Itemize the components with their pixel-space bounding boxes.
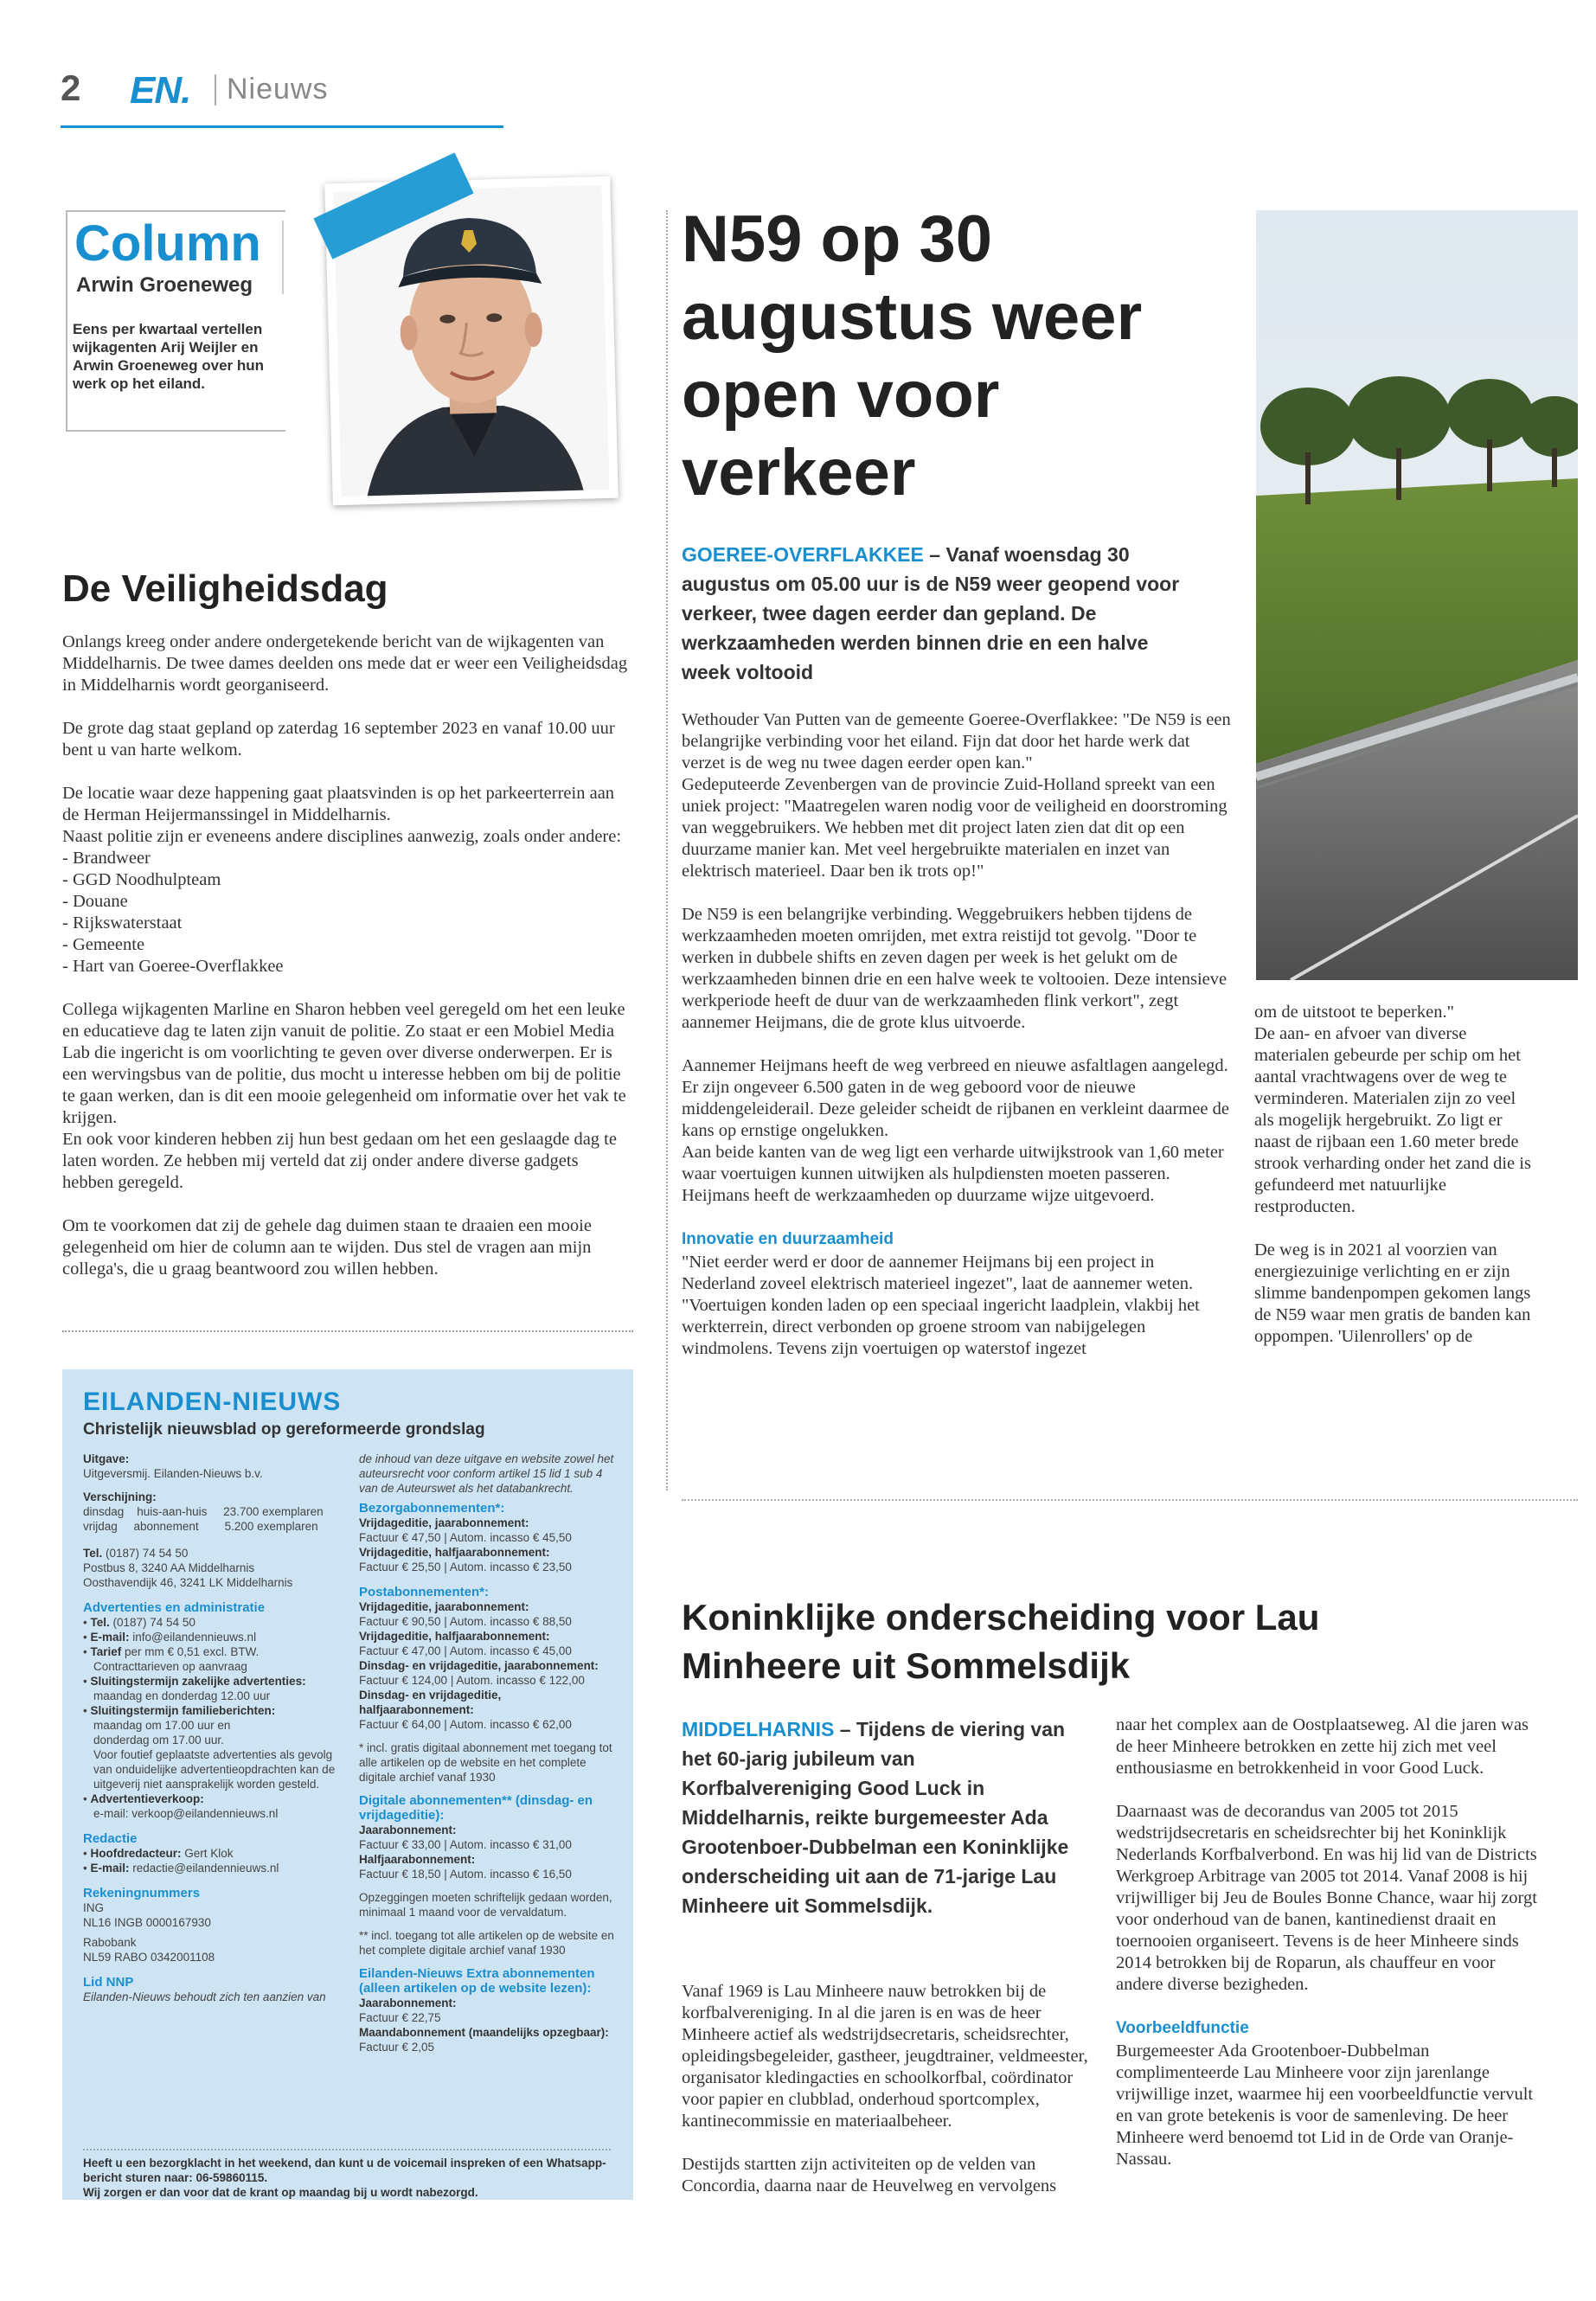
colophon-text: NL59 RABO 0342001108 [83, 1951, 215, 1964]
column-intro: Eens per kwartaal vertellen wijkagenten Arij Weijler en Arwin Groeneweg over hun werk op het eiland. [73, 321, 265, 392]
column-label-divider [282, 221, 284, 294]
colophon-label: Tarief [90, 1645, 122, 1658]
colophon-label: Vrijdageditie, halfjaarabonnement: [359, 1546, 550, 1559]
main-lead-text: – Vanaf woensdag 30 augustus om 05.00 uur is de N59 weer geopend voor verkeer, twee dagen eerder dan gepland. De werkzaamheden werden binnen drie en een halve week voltooid [682, 543, 1180, 683]
main-paragraph: Wethouder Van Putten van de gemeente Goeree-Overflakkee: "De N59 is een belangrijke verbinding voor het eiland. Fijn dat door het harde werk dat verzet is de weg nu twee dagen eerder open kan." Gedeputeerde Zevenbergen van de provincie Zuid-Holland spreekt van een uniek project: "Maatregelen waren nodig voor de veiligheid en doorstroming van weggebruikers. We hebben met dit project laten zien dat dit op een duurzame manier kan. Met veel hergebruikte materialen en inzet van elektrisch materieel. Daar ben ik trots op!" [682, 710, 1231, 881]
colophon-email[interactable]: info@eilandennieuws.nl [132, 1631, 257, 1644]
column-paragraph: De grote dag staat gepland op zaterdag 16 september 2023 en vanaf 10.00 uur bent u van harte welkom. [62, 719, 615, 760]
column-label: Column [74, 215, 261, 272]
second-paragraph: Daarnaast was de decorandus van 2005 tot 2015 wedstrijdsecretaris en scheidsrechter bij het Koninklijk Nederlands Korfbalverbond. En was hij lid van de Districts Werkgroep Arbitrage van 2005 tot 2014. Vanaf 2008 is hij vrijwilliger bij Jeu de Boules Bonne Chance, waar hij zorgt voor onderhoud van de banen, kantinedienst draait en toernooien organiseert. Tevens is de heer Minheere sinds 2014 betrokken bij de Roparun, als chauffeur en voor andere diverse bezigheden. [1116, 1802, 1537, 1994]
colophon-label: E-mail: [90, 1862, 130, 1875]
colophon-price: Factuur € 18,50 | Autom. incasso € 16,50 [359, 1868, 572, 1881]
second-headline: Koninklijke onderscheiding voor Lau Minheere uit Sommelsdijk [682, 1597, 1320, 1686]
main-subhead: Innovatie en duurzaamheid [682, 1230, 894, 1248]
main-paragraph: De weg is in 2021 al voorzien van energiezuinige verlichting en er zijn slimme bandenpompen gekomen langs de N59 waar men gratis de banden kan oppompen. 'Uilenrollers' op de [1254, 1240, 1531, 1346]
colophon-text: per mm € 0,51 excl. BTW. [125, 1645, 260, 1658]
main-dateline: GOEREE-OVERFLAKKEE [682, 543, 924, 566]
colophon-label: Advertentieverkoop: [90, 1792, 204, 1805]
colophon-label: Sluitingstermijn familieberichten: [90, 1704, 276, 1717]
second-body-left [682, 1981, 1097, 2219]
colophon-price: Factuur € 64,00 | Autom. incasso € 62,00 [359, 1718, 572, 1731]
second-body-right [1116, 1715, 1540, 2192]
colophon-section-title: Digitale abonnementen** (dinsdag- en vrijdageditie): [359, 1793, 593, 1823]
colophon-footer-divider [83, 2149, 611, 2150]
colophon-section-title: Postabonnementen*: [359, 1585, 490, 1599]
colophon-section-title: Advertenties en administratie [83, 1600, 266, 1615]
colophon-text: Rabobank [83, 1936, 137, 1949]
colophon-label: Jaarabonnement: [359, 1997, 457, 2009]
colophon-text: Eilanden-Nieuws behoudt zich ten aanzien van [83, 1990, 326, 2003]
colophon-price: Factuur € 90,50 | Autom. incasso € 88,50 [359, 1615, 572, 1628]
road-illustration [1256, 210, 1578, 980]
colophon-section-title: Lid NNP [83, 1975, 134, 1990]
second-subhead: Voorbeeldfunctie [1116, 2019, 1249, 2037]
colophon-label: Verschijning: [83, 1490, 157, 1503]
colophon-left-column: Uitgave: Uitgeversmij. Eilanden-Nieuws b.v. Verschijning: dinsdag huis-aan-huis 23.700 exemplaren vrijdag abonnement 5.200 exemplaren Tel. (0187) 74 54 50 Postbus 8, 3240 AA Middelharnis Oosthavendijk 46, 3241 LK Middelharnis Advertenties en administratie • Tel. (0187) 74 54 50 • E-mail: info@eilandennieuws.nl • Tarief per mm € 0,51 excl. BTW. Contracttarieven op aanvraag • Sluitingstermijn zakelijke advertenties: maandag en donderdag 12.00 uur • Sluitingstermijn familieberichten: maandag om 17.00 uur en donderdag om 17.00 uur. Voor foutief geplaatste advertenties als gevolg van onduidelijke advertentieopdrachten kan de uitgeverij niet aansprakelijk worden gesteld. • Advertentieverkoop: e-mail: verkoop@eilandennieuws.nl Redactie • Hoofdredacteur: Gert Klok • E-mail: redactie@eilandennieuws.nl Rekeningnummers ING NL16 INGB 0000167930 Rabobank NL59 RABO 0342001108 Lid NNP Eilanden-Nieuws behoudt zich ten aanzien van [83, 1452, 343, 2004]
colophon-price: Factuur € 47,00 | Autom. incasso € 45,00 [359, 1644, 572, 1657]
colophon-label: Hoofdredacteur: [90, 1847, 182, 1860]
colophon-price: Factuur € 22,75 [359, 2011, 441, 2024]
colophon-footer: Heeft u een bezorgklacht in het weekend, dan kunt u de voicemail inspreken of een Whatsapp-bericht sturen naar: 06-59860115. Wij zorgen er dan voor dat de krant op maandag bij u wordt nabezorgd. [83, 2157, 606, 2199]
main-lead [682, 540, 1201, 687]
colophon-text: donderdag om 17.00 uur. [93, 1734, 224, 1747]
column-author: Arwin Groeneweg [76, 273, 253, 297]
colophon-label: Vrijdageditie, jaarabonnement: [359, 1600, 529, 1613]
colophon-price: Factuur € 33,00 | Autom. incasso € 31,00 [359, 1838, 572, 1851]
colophon-text: de inhoud van deze uitgave en website zowel het auteursrecht voor conform artikel 15 lid 1 sub 4 van de Auteurswet als het databankrecht. [359, 1452, 614, 1495]
second-paragraph: naar het complex aan de Oostplaatseweg. Al die jaren was de heer Minheere betrokken en zette hij zich met veel enthousiasme en betrokkenheid in voor Good Luck. [1116, 1715, 1529, 1778]
road-photo [1256, 210, 1578, 980]
colophon-label: Dinsdag- en vrijdageditie, halfjaarabonnement: [359, 1689, 502, 1716]
brand-logo: EN. [130, 69, 191, 112]
colophon-text: (0187) 74 54 50 [112, 1616, 195, 1629]
colophon-label: Jaarabonnement: [359, 1823, 457, 1836]
colophon-text: Voor foutief geplaatste advertenties als gevolg van onduidelijke advertentieopdrachten kan de uitgeverij niet aansprakelijk worden gesteld. [93, 1748, 336, 1791]
colophon-label: Uitgave: [83, 1452, 130, 1465]
article-divider [682, 1499, 1578, 1501]
second-lead [682, 1715, 1088, 1920]
colophon-label: Tel. [83, 1547, 103, 1560]
second-paragraph: Burgemeester Ada Grootenboer-Dubbelman complimenteerde Lau Minheere voor zijn jarenlange vrijwillige inzet, waarmee hij een voorbeeldfunctie vervult en van grote betekenis is voor de samenleving. De heer Minheere werd benoemd tot Lid in de Orde van Oranje-Nassau. [1116, 2041, 1534, 2169]
header-separator [215, 74, 216, 106]
colophon-label: Dinsdag- en vrijdageditie, jaarabonnement: [359, 1659, 599, 1672]
column-rule [666, 210, 669, 1490]
colophon-text: dinsdag huis-aan-huis 23.700 exemplaren [83, 1505, 324, 1518]
column-divider [62, 1330, 633, 1333]
colophon-label: Sluitingstermijn zakelijke advertenties: [90, 1675, 306, 1688]
colophon-address: Postbus 8, 3240 AA Middelharnis [83, 1561, 255, 1574]
colophon-phone: (0187) 74 54 50 [106, 1547, 189, 1560]
main-paragraph: om de uitstoot te beperken." De aan- en afvoer van diverse materialen gebeurde per schip om het aantal vrachtwagens over de weg te verminderen. Materialen zijn zo veel als mogelijk hergebruikt. Zo ligt er naast de rijbaan een 1.60 meter brede strook verharding onder het zand die is gefundeerd met natuurlijke restproducten. [1254, 1003, 1531, 1216]
colophon-label: Halfjaarabonnement: [359, 1853, 476, 1866]
colophon-price: Factuur € 25,50 | Autom. incasso € 23,50 [359, 1561, 572, 1574]
colophon-price: Factuur € 124,00 | Autom. incasso € 122,00 [359, 1674, 585, 1687]
main-body-left [682, 709, 1231, 1381]
colophon-label: Vrijdageditie, jaarabonnement: [359, 1516, 529, 1529]
colophon-price: Factuur € 47,50 | Autom. incasso € 45,50 [359, 1531, 572, 1544]
colophon-right-column [359, 1452, 619, 2054]
colophon-price: Factuur € 2,05 [359, 2041, 435, 2054]
colophon-tagline: Christelijk nieuwsblad op gereformeerde grondslag [83, 1420, 485, 1439]
column-headline: De Veiligheidsdag [62, 567, 388, 610]
header-rule [61, 125, 503, 128]
colophon-text: Contracttarieven op aanvraag [93, 1660, 247, 1673]
main-paragraph: "Niet eerder werd er door de aannemer Heijmans bij een project in Nederland zoveel elektrisch materieel ingezet", laat de aannemer weten. "Voertuigen konden laden op een speciaal ingericht laadplein, vlakbij het werkterrein, direct verbonden op groene stroom van nabijgelegen windmolens. Tevens zijn voertuigen op waterstof ingezet [682, 1253, 1200, 1358]
main-body-right [1254, 1002, 1540, 1369]
colophon-email[interactable]: redactie@eilandennieuws.nl [132, 1862, 279, 1875]
second-lead-text: – Tijdens de viering van het 60-jarig jubileum van Korfbalvereniging Good Luck in Middelharnis, reikte burgemeester Ada Grootenboer-Dubbelman een Koninklijke onderscheiding uit aan de 71-jarige Lau Minheere uit Sommelsdijk. [682, 1718, 1069, 1917]
colophon-note: * incl. gratis digitaal abonnement met toegang tot alle artikelen op de website en het complete digitale archief vanaf 1930 [359, 1741, 612, 1784]
column-paragraph: De locatie waar deze happening gaat plaatsvinden is op het parkeerterrein aan de Herman Heijermanssingel in Middelharnis. Naast politie zijn er eveneens andere disciplines aanwezig, zoals onder andere: - Brandweer - GGD Noodhulpteam - Douane - Rijkswaterstaat - Gemeente - Hart van Goeree-Overflakkee [62, 784, 622, 976]
colophon-section-title: Eilanden-Nieuws Extra abonnementen (alleen artikelen op de website lezen): [359, 1966, 595, 1996]
colophon-label: Vrijdageditie, halfjaarabonnement: [359, 1630, 550, 1643]
colophon-section-title: Bezorgabonnementen*: [359, 1501, 505, 1516]
colophon-email[interactable]: e-mail: verkoop@eilandennieuws.nl [93, 1807, 279, 1820]
colophon-note: ** incl. toegang tot alle artikelen op de website en het complete digitale archief vanaf 1930 [359, 1929, 614, 1957]
second-paragraph: Vanaf 1969 is Lau Minheere nauw betrokken bij de korfbalvereniging. In al die jaren is en was de heer Minheere actief als wedstrijdsecretaris, scheidsrechter, opleidingsbegeleider, gastheer, jeugdtrainer, veldmeester, organisator kledingacties en schoolkorfbal, coördinator voor papier en clubblad, onderhoud sportcomplex, kantinecommissie en materiaalbeheer. [682, 1982, 1088, 2131]
colophon-text: Uitgeversmij. Eilanden-Nieuws b.v. [83, 1467, 263, 1480]
colophon-label: Maandabonnement (maandelijks opzegbaar): [359, 2026, 609, 2039]
main-paragraph: Aannemer Heijmans heeft de weg verbreed en nieuwe asfaltlagen aangelegd. Er zijn ongeveer 6.500 gaten in de weg geboord voor de nieuwe middengeleiderail. Deze geleider scheidt de rijbanen en verkleint daarmee de kans op ernstige ongelukken. Aan beide kanten van de weg ligt een verharde uitwijkstrook van 1,60 meter waar voertuigen kunnen uitwijken als hulpdiensten moeten passeren. Heijmans heeft de werkzaamheden op duurzame wijze uitgevoerd. [682, 1056, 1229, 1205]
colophon-text: ING [83, 1901, 105, 1914]
colophon-text: maandag en donderdag 12.00 uur [93, 1689, 271, 1702]
colophon-text: Gert Klok [184, 1847, 234, 1860]
colophon-label: E-mail: [90, 1631, 130, 1644]
main-headline: N59 op 30 augustus weer open voor verkeer [682, 202, 1143, 510]
column-paragraph: Collega wijkagenten Marline en Sharon hebben veel geregeld om het een leuke en educatieve dag te laten zijn vanuit de politie. Zo staat er een Mobiel Media Lab die ingericht is om voorlichting te geven over diverse onderwerpen. Er is een wervingsbus van de politie, dus mocht u interesse hebben om bij de politie te gaan werken, dan is dit een mooie gelegenheid om informatie over het vak te krijgen. En ook voor kinderen hebben zij hun best gedaan om het een geslaagde dag te laten worden. Ze hebben mij verteld dat zij onder andere diverse gadgets hebben geregeld. [62, 1000, 626, 1192]
column-paragraph: Om te voorkomen dat zij de gehele dag duimen staan te draaien een mooie gelegenheid om hier de column aan te wijden. Dus stel de vragen aan mijn collega's, die u graag beantwoord zou willen hebben. [62, 1216, 592, 1279]
column-paragraph: Onlangs kreeg onder andere ondergetekende bericht van de wijkagenten van Middelharnis. De twee dames deelden ons mede dat er weer een Veiligheidsdag in Middelharnis wordt georganiseerd. [62, 632, 628, 695]
colophon-section-title: Redactie [83, 1831, 138, 1846]
column-body [62, 631, 633, 1302]
main-paragraph: De N59 is een belangrijke verbinding. Weggebruikers hebben tijdens de werkzaamheden moeten omrijden, met extra reistijd tot gevolg. "Door te werken in dubbele shifts en zeven dagen per week is het gelukt om de werkzaamheden binnen drie en een halve week te voltooien. Deze intensieve werkperiode heeft de duur van de werkzaamheden flink verkort", zegt aannemer Heijmans, die de grote klus uitvoerde. [682, 905, 1227, 1032]
section-title: Nieuws [227, 73, 329, 106]
colophon-note: Opzeggingen moeten schriftelijk gedaan worden, minimaal 1 maand voor de vervaldatum. [359, 1891, 612, 1919]
colophon-text: vrijdag abonnement 5.200 exemplaren [83, 1520, 318, 1533]
colophon-section-title: Rekeningnummers [83, 1886, 201, 1900]
page-number: 2 [61, 67, 81, 108]
colophon-address: Oosthavendijk 46, 3241 LK Middelharnis [83, 1576, 293, 1589]
second-paragraph: Destijds startten zijn activiteiten op de velden van Concordia, daarna naar de Heuvelweg en vervolgens [682, 2155, 1057, 2195]
second-dateline: MIDDELHARNIS [682, 1718, 835, 1740]
colophon-brand: EILANDEN-NIEUWS [83, 1388, 342, 1416]
colophon-text: maandag om 17.00 uur en [93, 1719, 231, 1732]
colophon-text: NL16 INGB 0000167930 [83, 1916, 211, 1929]
colophon-label: Tel. [90, 1616, 110, 1629]
